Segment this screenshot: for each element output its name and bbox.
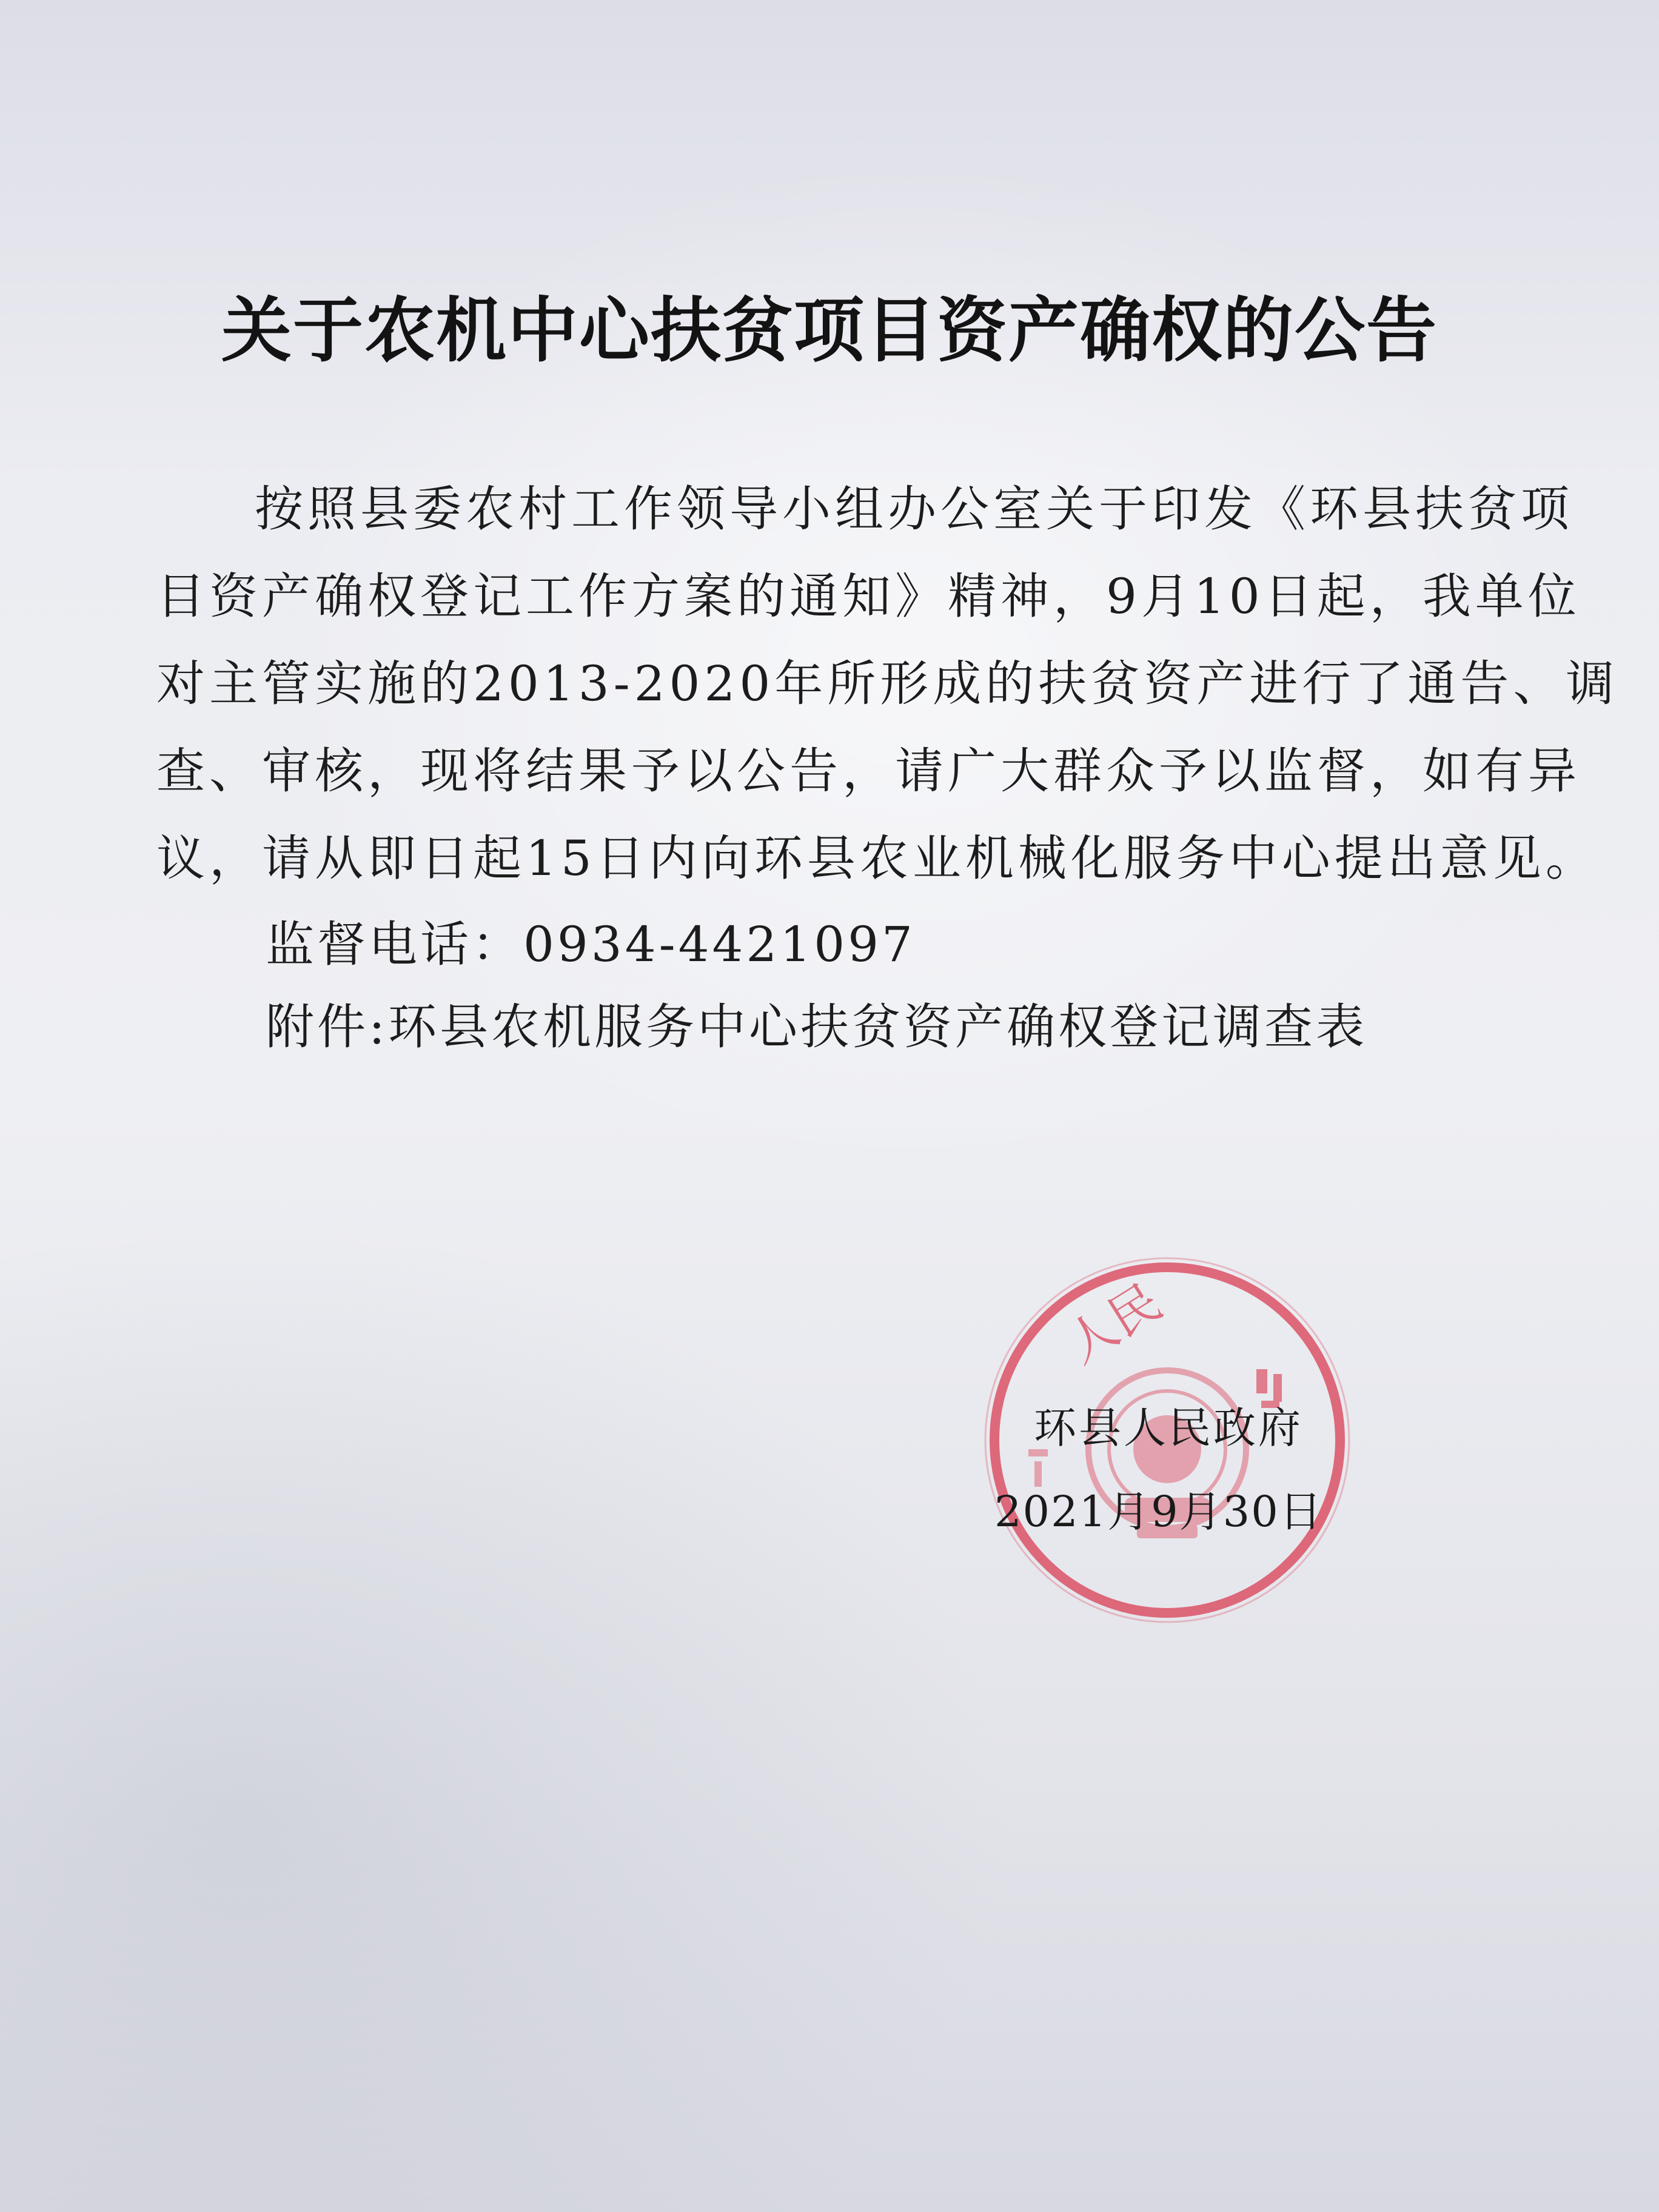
signature-date: 2021月9月30日	[994, 1487, 1323, 1537]
body-line-3: 对主管实施的2013-2020年所形成的扶贫资产进行了通告、调	[156, 655, 1619, 712]
body-line-4: 查、审核，现将结果予以公告，请广大群众予以监督，如有异	[156, 743, 1581, 799]
body-line-1: 按照县委农村工作领导小组办公室关于印发《环县扶贫项	[255, 481, 1574, 537]
signature-organization: 环县人民政府	[1034, 1403, 1303, 1453]
body-line-5: 议，请从即日起15日内向环县农业机械化服务中心提出意见。	[156, 830, 1598, 886]
phone-line: 监督电话：0934-4421097	[266, 916, 916, 973]
body-line-2: 目资产确权登记工作方案的通知》精神，9月10日起，我单位	[156, 568, 1581, 625]
notice-title: 关于农机中心扶贫项目资产确权的公告	[221, 289, 1438, 372]
seal-char-ren: 人民	[1056, 1273, 1171, 1375]
attachment-line: 附件:环县农机服务中心扶贫资产确权登记调查表	[266, 999, 1367, 1055]
